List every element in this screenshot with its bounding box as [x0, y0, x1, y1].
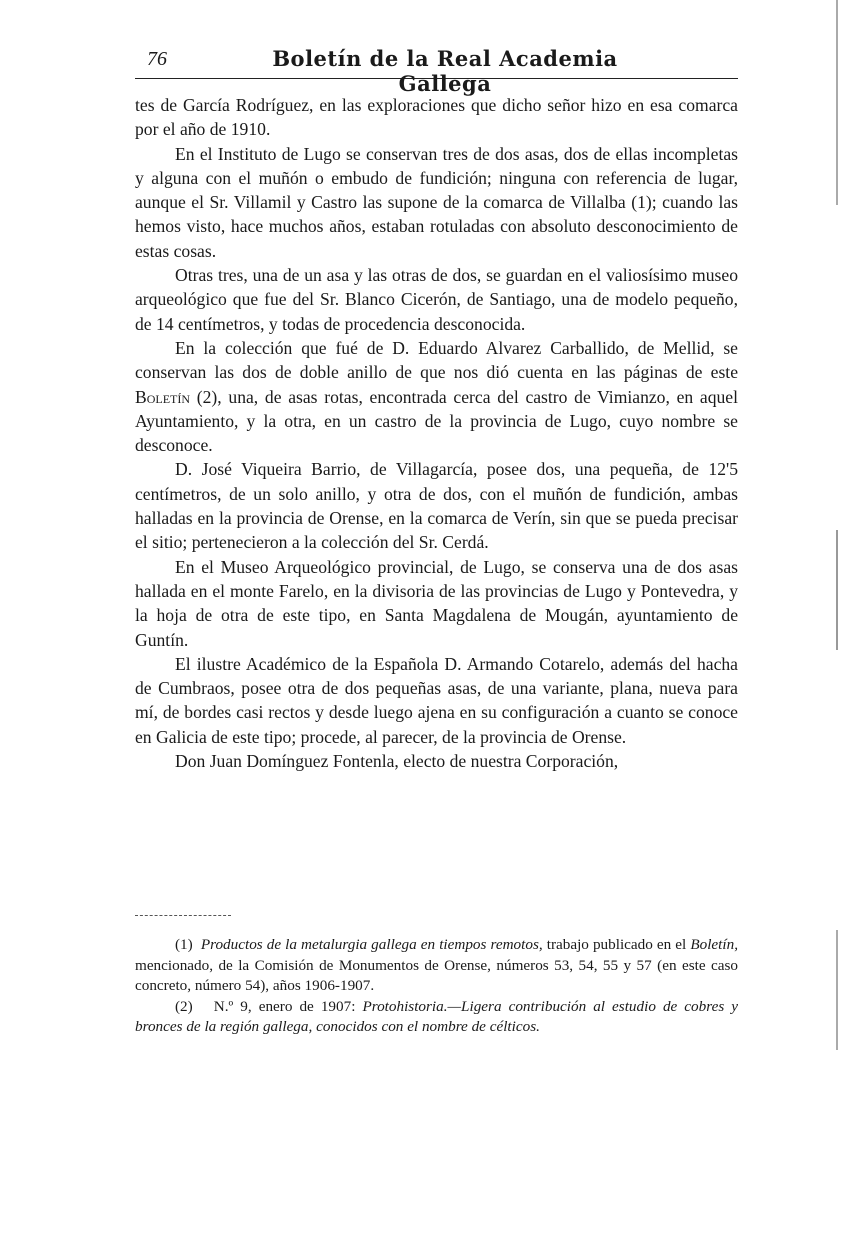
paragraph-blanco-ciceron: Otras tres, una de un asa y las otras de dos, se guardan en el valiosísimo museo arqueológico que fue del Sr. Blanco Cicerón, de Santiago, una de modelo pequeño, de 14 centímetros, y todas de procedencia desconocida.	[135, 265, 738, 334]
footnote-1	[135, 935, 738, 997]
paragraph-dominguez-fontenla: Don Juan Domínguez Fontenla, electo de nuestra Corporación,	[175, 751, 619, 772]
paragraph-cotarelo: El ilustre Académico de la Española D. Armando Cotarelo, además del hacha de Cumbraos, posee otra de dos pequeñas asas, de una variante, plana, nueva para mí, de bordes casi rectos y desde luego ajena en su configuración a cuanto se conoce en Galicia de este tipo; procede, al parecer, de la provincia de Orense.	[135, 653, 738, 747]
body-text	[135, 93, 738, 773]
footnote-separator	[135, 915, 231, 916]
footnote-journal: Boletín,	[690, 936, 738, 953]
footnotes	[135, 935, 738, 1038]
paragraph-continuation: tes de García Rodríguez, en las exploraciones que dicho señor hizo en esa comarca por el año de 1910.	[135, 95, 738, 140]
footnote-text: mencionado, de la Comisión de Monumentos de Orense, números 53, 54, 55 y 57 (en este caso concreto, número 54), años 1906-1907.	[135, 956, 738, 994]
footnote-2	[135, 997, 738, 1038]
footnote-text: trabajo publicado en el	[542, 936, 691, 953]
page-header	[135, 44, 738, 96]
journal-name: Boletín	[135, 386, 191, 407]
paragraph-text: En la colección que fué de D. Eduardo Alvarez Carballido, de Mellid, se conservan las dos de doble anillo de que nos dió cuenta en las páginas de este	[135, 337, 738, 383]
paragraph-text: (2), una, de asas rotas, encontrada cerca del castro de Vimianzo, en aquel Ayuntamiento, y la otra, en un castro de la provincia de Lugo, cuyo nombre se desconoce.	[135, 386, 738, 456]
footnote-title: Protohistoria.—Ligera contribución al estudio de cobres y bronces de la región gallega, conocidos con el nombre de célticos.	[135, 997, 738, 1035]
paragraph-alvarez-carballido	[135, 336, 738, 457]
footnote-mark: (1)	[175, 936, 193, 953]
footnote-title: Productos de la metalurgia gallega en tiempos remotos,	[200, 936, 543, 953]
scan-margin-line	[836, 530, 838, 650]
scan-margin-line	[836, 0, 838, 205]
running-title: Boletín de la Real Academia Gallega	[272, 46, 618, 96]
footnote-mark: (2)	[175, 997, 193, 1015]
paragraph-viqueira-barrio: D. José Viqueira Barrio, de Villagarcía, posee dos, una pequeña, de 12'5 centímetros, de un solo anillo, y otra de dos, con el muñón de fundición, ambas halladas en la provincia de Orense, en la comarca de Verín, sin que se pueda precisar el sitio; pertenecieron a la colección del Sr. Cerdá.	[135, 459, 738, 553]
paragraph-instituto-lugo: En el Instituto de Lugo se conservan tres de dos asas, dos de ellas incompletas y alguna con el muñón o embudo de fundición; ninguna con referencia de lugar, aunque el Sr. Villamil y Castro las supone de la comarca de Villalba (1); cuando las hemos visto, hace muchos años, estaban rotuladas con absoluto desconocimiento de estas cosas.	[135, 143, 738, 261]
scan-margin-line	[836, 930, 838, 1050]
paragraph-museo-lugo: En el Museo Arqueológico provincial, de Lugo, se conserva una de dos asas hallada en el monte Farelo, en la divisoria de las provincias de Lugo y Pontevedra, y la hoja de otra de este tipo, en Santa Magdalena de Mougán, ayuntamiento de Guntín.	[135, 556, 738, 650]
footnote-text: N.º 9, enero de 1907:	[213, 997, 356, 1015]
page-number: 76	[147, 48, 167, 70]
